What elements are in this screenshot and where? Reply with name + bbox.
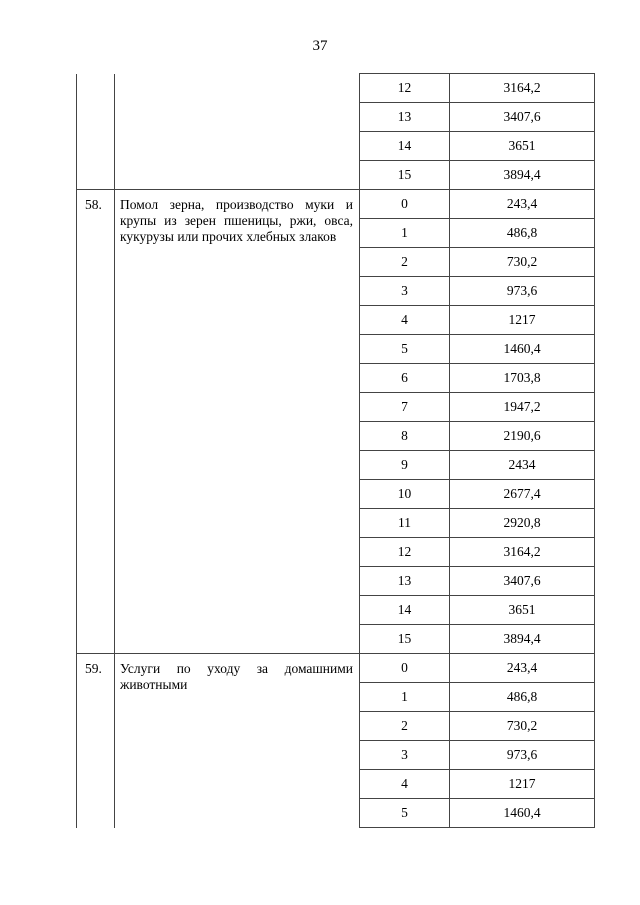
table-row	[77, 74, 595, 103]
level-cell: 9	[360, 451, 450, 480]
value-cell: 1460,4	[450, 335, 595, 364]
value-cell: 3407,6	[450, 103, 595, 132]
table-body	[77, 74, 595, 828]
value-cell: 2190,6	[450, 422, 595, 451]
description-cell: Помол зерна, производство муки и крупы из зерен пшеницы, ржи, овса, кукурузы или прочих хлебных злаков	[115, 190, 360, 654]
level-cell: 4	[360, 770, 450, 799]
level-cell: 15	[360, 161, 450, 190]
level-cell: 10	[360, 480, 450, 509]
value-cell: 3651	[450, 132, 595, 161]
level-cell: 13	[360, 103, 450, 132]
level-cell: 0	[360, 654, 450, 683]
value-cell: 973,6	[450, 277, 595, 306]
level-cell: 1	[360, 683, 450, 712]
value-cell: 1703,8	[450, 364, 595, 393]
level-cell: 2	[360, 248, 450, 277]
level-cell: 12	[360, 538, 450, 567]
tariff-table	[76, 73, 595, 828]
value-cell: 3164,2	[450, 74, 595, 103]
value-cell: 3651	[450, 596, 595, 625]
description-cell	[115, 74, 360, 190]
table-row	[77, 190, 595, 219]
level-cell: 5	[360, 799, 450, 828]
level-cell: 15	[360, 625, 450, 654]
value-cell: 3894,4	[450, 625, 595, 654]
level-cell: 0	[360, 190, 450, 219]
value-cell: 3164,2	[450, 538, 595, 567]
value-cell: 1460,4	[450, 799, 595, 828]
level-cell: 6	[360, 364, 450, 393]
value-cell: 730,2	[450, 248, 595, 277]
value-cell: 730,2	[450, 712, 595, 741]
value-cell: 2434	[450, 451, 595, 480]
level-cell: 14	[360, 596, 450, 625]
row-number-cell: 58.	[77, 190, 115, 654]
value-cell: 1217	[450, 770, 595, 799]
level-cell: 3	[360, 741, 450, 770]
value-cell: 973,6	[450, 741, 595, 770]
value-cell: 3407,6	[450, 567, 595, 596]
level-cell: 4	[360, 306, 450, 335]
table-row	[77, 654, 595, 683]
value-cell: 486,8	[450, 219, 595, 248]
value-cell: 243,4	[450, 654, 595, 683]
level-cell: 3	[360, 277, 450, 306]
level-cell: 8	[360, 422, 450, 451]
value-cell: 486,8	[450, 683, 595, 712]
level-cell: 2	[360, 712, 450, 741]
level-cell: 11	[360, 509, 450, 538]
level-cell: 1	[360, 219, 450, 248]
value-cell: 1217	[450, 306, 595, 335]
value-cell: 243,4	[450, 190, 595, 219]
description-cell: Услуги по уходу за домашними животными	[115, 654, 360, 828]
value-cell: 2920,8	[450, 509, 595, 538]
page-number: 37	[312, 38, 328, 54]
level-cell: 14	[360, 132, 450, 161]
row-number-cell: 59.	[77, 654, 115, 828]
level-cell: 5	[360, 335, 450, 364]
value-cell: 2677,4	[450, 480, 595, 509]
level-cell: 7	[360, 393, 450, 422]
level-cell: 12	[360, 74, 450, 103]
value-cell: 1947,2	[450, 393, 595, 422]
value-cell: 3894,4	[450, 161, 595, 190]
level-cell: 13	[360, 567, 450, 596]
row-number-cell	[77, 74, 115, 190]
